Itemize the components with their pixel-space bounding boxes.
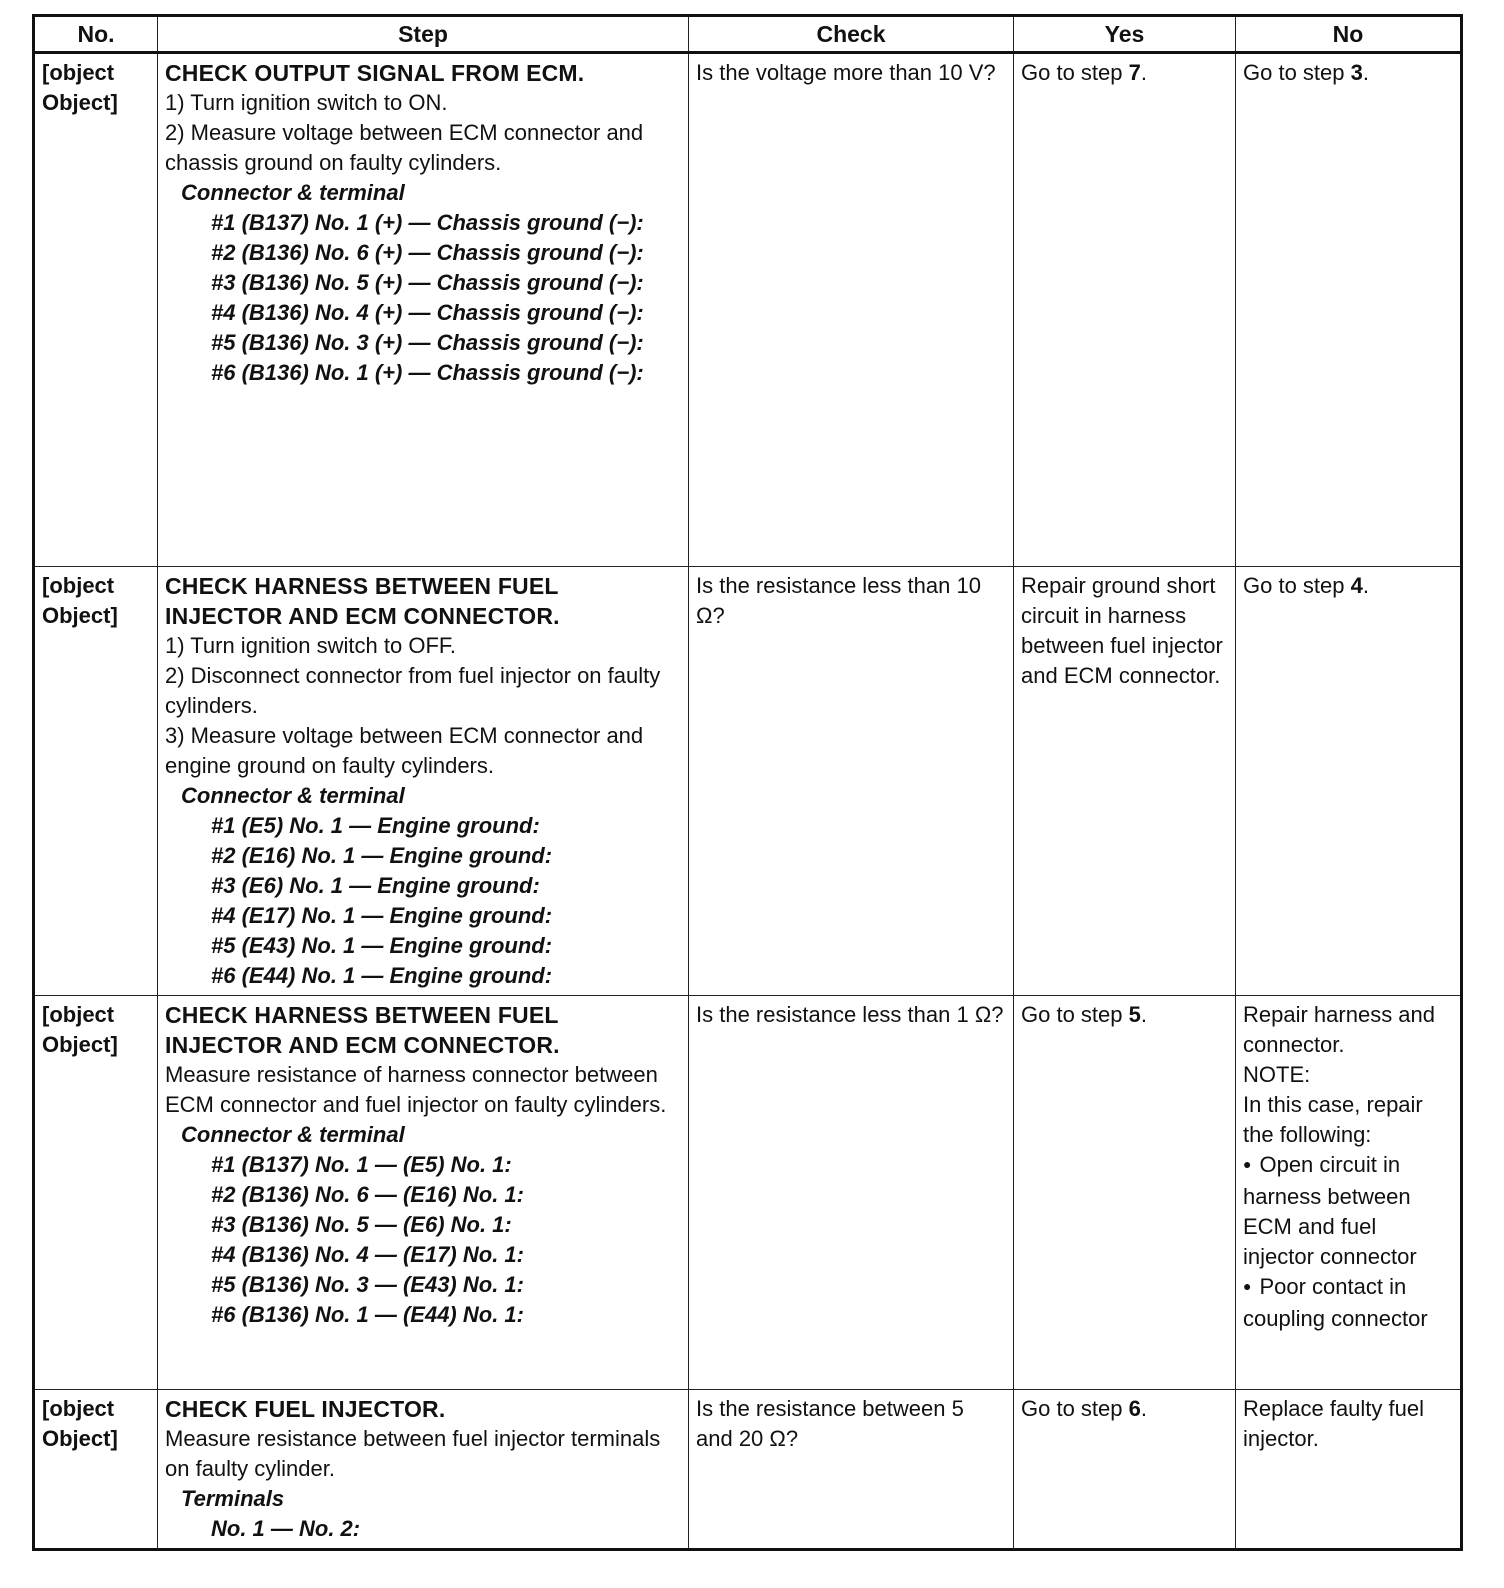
no-cell bbox=[1236, 996, 1462, 1390]
note-bullet-item: ● Poor contact in coupling connector bbox=[1243, 1272, 1453, 1334]
yes-suffix: . bbox=[1140, 1002, 1147, 1027]
check-cell: Is the resistance less than 10 Ω? bbox=[689, 567, 1014, 996]
step-instruction: Measure resistance of harness connector between ECM connector and fuel injector on faulty cylinders. bbox=[165, 1062, 667, 1117]
yes-step-number: 6 bbox=[1128, 1396, 1141, 1421]
no-cell: Replace faulty fuel injector. bbox=[1236, 1390, 1462, 1550]
terminals-item: No. 1 — No. 2: bbox=[211, 1516, 361, 1541]
no-cell bbox=[1236, 567, 1462, 996]
step-cell bbox=[158, 567, 689, 996]
step-cell bbox=[158, 53, 689, 567]
yes-cell bbox=[1014, 53, 1236, 567]
yes-suffix: . bbox=[1140, 1396, 1147, 1421]
connector-terminal-item: #4 (B136) No. 4 (+) — Chassis ground (−): bbox=[211, 300, 644, 325]
connector-terminal-item: #5 (B136) No. 3 — (E43) No. 1: bbox=[211, 1272, 524, 1297]
connector-terminal-item: #1 (B137) No. 1 — (E5) No. 1: bbox=[211, 1152, 512, 1177]
terminals-label: Terminals bbox=[181, 1486, 285, 1511]
note-text: In this case, repair the following: bbox=[1243, 1092, 1423, 1147]
header-check: Check bbox=[689, 16, 1014, 53]
step-instruction: 2) Measure voltage between ECM connector and chassis ground on faulty cylinders. bbox=[165, 120, 644, 175]
connector-terminal-label: Connector & terminal bbox=[181, 180, 405, 205]
step-title: CHECK HARNESS BETWEEN FUEL INJECTOR AND ECM CONNECTOR. bbox=[165, 573, 560, 629]
yes-prefix: Go to step bbox=[1021, 1002, 1129, 1027]
connector-terminal-label: Connector & terminal bbox=[181, 1122, 405, 1147]
header-row bbox=[34, 16, 1462, 53]
header-no-action: No bbox=[1236, 16, 1462, 53]
step-instruction: 2) Disconnect connector from fuel injector on faulty cylinders. bbox=[165, 663, 661, 718]
step-title: CHECK FUEL INJECTOR. bbox=[165, 1396, 446, 1422]
step-title: CHECK OUTPUT SIGNAL FROM ECM. bbox=[165, 60, 585, 86]
connector-terminal-item: #2 (B136) No. 6 — (E16) No. 1: bbox=[211, 1182, 524, 1207]
table-row bbox=[34, 996, 1462, 1390]
header-step: Step bbox=[158, 16, 689, 53]
check-cell: Is the resistance less than 1 Ω? bbox=[689, 996, 1014, 1390]
step-number: [object Object] bbox=[34, 996, 158, 1390]
yes-prefix: Go to step bbox=[1021, 1396, 1129, 1421]
step-cell bbox=[158, 1390, 689, 1550]
check-cell: Is the resistance between 5 and 20 Ω? bbox=[689, 1390, 1014, 1550]
check-cell: Is the voltage more than 10 V? bbox=[689, 53, 1014, 567]
step-instruction: Measure resistance between fuel injector terminals on faulty cylinder. bbox=[165, 1426, 661, 1481]
connector-terminal-item: #5 (B136) No. 3 (+) — Chassis ground (−): bbox=[211, 330, 644, 355]
step-cell bbox=[158, 996, 689, 1390]
connector-terminal-item: #3 (B136) No. 5 (+) — Chassis ground (−): bbox=[211, 270, 644, 295]
connector-terminal-item: #4 (B136) No. 4 — (E17) No. 1: bbox=[211, 1242, 524, 1267]
connector-terminal-label: Connector & terminal bbox=[181, 783, 405, 808]
connector-terminal-item: #2 (B136) No. 6 (+) — Chassis ground (−): bbox=[211, 240, 644, 265]
connector-terminal-item: #5 (E43) No. 1 — Engine ground: bbox=[211, 933, 553, 958]
connector-terminal-item: #1 (E5) No. 1 — Engine ground: bbox=[211, 813, 540, 838]
step-number: [object Object] bbox=[34, 567, 158, 996]
step-instruction: 1) Turn ignition switch to OFF. bbox=[165, 633, 456, 658]
step-title: CHECK HARNESS BETWEEN FUEL INJECTOR AND ECM CONNECTOR. bbox=[165, 1002, 560, 1058]
yes-prefix: Go to step bbox=[1021, 60, 1129, 85]
no-suffix: . bbox=[1362, 60, 1369, 85]
no-cell bbox=[1236, 53, 1462, 567]
step-number: [object Object] bbox=[34, 1390, 158, 1550]
no-prefix: Go to step bbox=[1243, 60, 1351, 85]
connector-terminal-item: #3 (B136) No. 5 — (E6) No. 1: bbox=[211, 1212, 512, 1237]
no-action-text: Repair harness and connector. bbox=[1243, 1002, 1436, 1057]
step-instruction: 1) Turn ignition switch to ON. bbox=[165, 90, 448, 115]
table-row bbox=[34, 1390, 1462, 1550]
no-step-number: 4 bbox=[1350, 573, 1363, 598]
connector-terminal-item: #3 (E6) No. 1 — Engine ground: bbox=[211, 873, 540, 898]
yes-step-number: 5 bbox=[1128, 1002, 1141, 1027]
step-instruction: 3) Measure voltage between ECM connector and engine ground on faulty cylinders. bbox=[165, 723, 644, 778]
yes-cell bbox=[1014, 1390, 1236, 1550]
connector-terminal-item: #4 (E17) No. 1 — Engine ground: bbox=[211, 903, 553, 928]
no-suffix: . bbox=[1362, 573, 1369, 598]
no-step-number: 3 bbox=[1350, 60, 1363, 85]
connector-terminal-item: #2 (E16) No. 1 — Engine ground: bbox=[211, 843, 553, 868]
step-number: [object Object] bbox=[34, 53, 158, 567]
diagnostic-table bbox=[32, 14, 1463, 1551]
header-no: No. bbox=[34, 16, 158, 53]
header-yes: Yes bbox=[1014, 16, 1236, 53]
table-row bbox=[34, 53, 1462, 567]
connector-terminal-item: #6 (B136) No. 1 — (E44) No. 1: bbox=[211, 1302, 524, 1327]
yes-cell bbox=[1014, 996, 1236, 1390]
yes-cell: Repair ground short circuit in harness between fuel injector and ECM connector. bbox=[1014, 567, 1236, 996]
note-label: NOTE: bbox=[1243, 1062, 1311, 1087]
connector-terminal-item: #6 (E44) No. 1 — Engine ground: bbox=[211, 963, 553, 988]
yes-step-number: 7 bbox=[1128, 60, 1141, 85]
no-prefix: Go to step bbox=[1243, 573, 1351, 598]
table-row bbox=[34, 567, 1462, 996]
connector-terminal-item: #6 (B136) No. 1 (+) — Chassis ground (−): bbox=[211, 360, 644, 385]
yes-suffix: . bbox=[1140, 60, 1147, 85]
note-bullet-item: ● Open circuit in harness between ECM and fuel injector connector bbox=[1243, 1150, 1453, 1272]
connector-terminal-item: #1 (B137) No. 1 (+) — Chassis ground (−): bbox=[211, 210, 644, 235]
